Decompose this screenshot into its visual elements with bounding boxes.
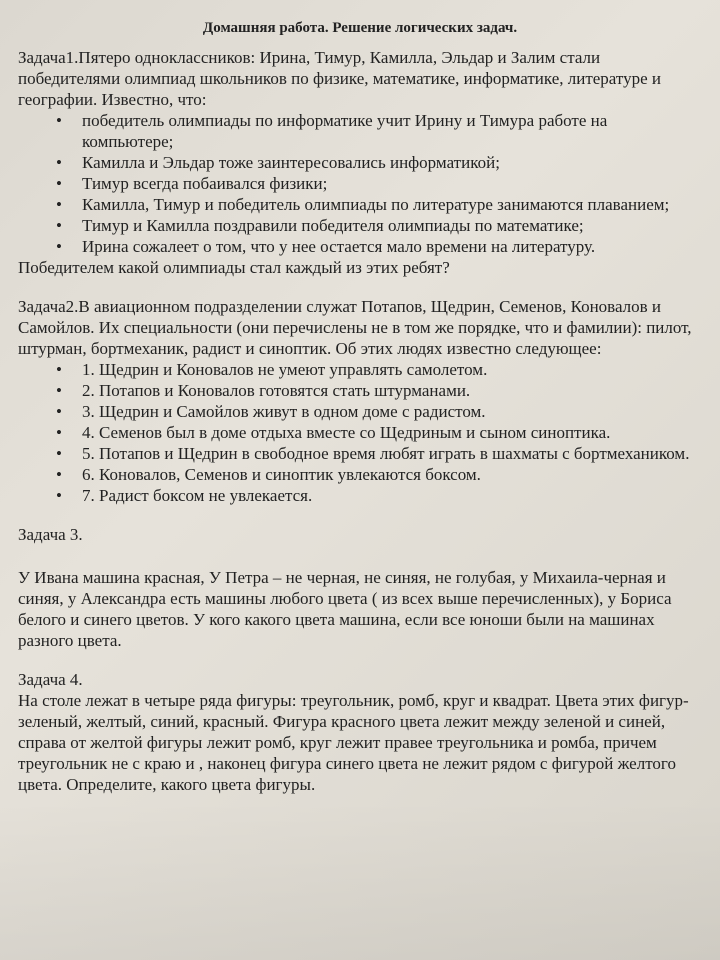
task-3-title: Задача 3. — [18, 525, 83, 544]
list-item: • 6. Коновалов, Семенов и синоптик увлекаются боксом. — [56, 464, 702, 485]
list-item: • Тимур всегда побаивался физики; — [56, 173, 702, 194]
task-2-intro: Задача2.В авиационном подразделении служат Потапов, Щедрин, Семенов, Коновалов и Самойлов. Их специальности (они перечислены не в том же порядке, что и фамилии): пилот, штурман, бортмеханик, радист и синоптик. Об этих людях известно следующее: — [18, 297, 692, 358]
task-4-text: На столе лежат в четыре ряда фигуры: треугольник, ромб, круг и квадрат. Цвета этих фигур- зеленый, желтый, синий, красный. Фигура красного цвета лежит между зеленой и синей, справа от желтой фигуры лежит ромб, круг лежит правее треугольника и ромба, причем треугольник не с краю и , наконец фигура синего цвета не лежит рядом с фигурой желтого цвета. Определите, какого цвета фигуры. — [18, 691, 689, 794]
task-3 — [18, 524, 702, 651]
list-item: • 5. Потапов и Щедрин в свободное время любят играть в шахматы с бортмехаником. — [56, 443, 702, 464]
task-1-intro: Задача1.Пятеро одноклассников: Ирина, Тимур, Камилла, Эльдар и Залим стали победителями олимпиад школьников по физике, математике, информатике, литературе и географии. Известно, что: — [18, 48, 661, 109]
list-item: • 7. Радист боксом не увлекается. — [56, 485, 702, 506]
list-item: • Камилла, Тимур и победитель олимпиады по литературе занимаются плаванием; — [56, 194, 702, 215]
list-item: • Тимур и Камилла поздравили победителя олимпиады по математике; — [56, 215, 702, 236]
list-item: • 4. Семенов был в доме отдыха вместе со Щедриным и сыном синоптика. — [56, 422, 702, 443]
list-item: • Ирина сожалеет о том, что у нее остается мало времени на литературу. — [56, 236, 702, 257]
list-item: • 2. Потапов и Коновалов готовятся стать штурманами. — [56, 380, 702, 401]
task-1-question: Победителем какой олимпиады стал каждый из этих ребят? — [18, 258, 450, 277]
page-title: Домашняя работа. Решение логических задач. — [202, 20, 518, 36]
task-1 — [18, 47, 702, 278]
task-3-text: У Ивана машина красная, У Петра – не черная, не синяя, не голубая, у Михаила-черная и синяя, у Александра есть машины любого цвета ( из всех выше перечисленных), у Бориса белого и синего цветов. У кого какого цвета машина, если все юноши были на машинах разного цвета. — [18, 568, 672, 650]
list-item: • 3. Щедрин и Самойлов живут в одном доме с радистом. — [56, 401, 702, 422]
list-item: • Камилла и Эльдар тоже заинтересовались информатикой; — [56, 152, 702, 173]
task-2-list — [18, 359, 702, 506]
page-shadow — [0, 800, 720, 960]
list-item: • победитель олимпиады по информатике учит Ирину и Тимура работе на компьютере; — [56, 110, 702, 152]
task-4 — [18, 669, 702, 795]
task-4-title: Задача 4. — [18, 670, 83, 689]
task-1-list — [18, 110, 702, 257]
task-2 — [18, 296, 702, 506]
list-item: • 1. Щедрин и Коновалов не умеют управлять самолетом. — [56, 359, 702, 380]
